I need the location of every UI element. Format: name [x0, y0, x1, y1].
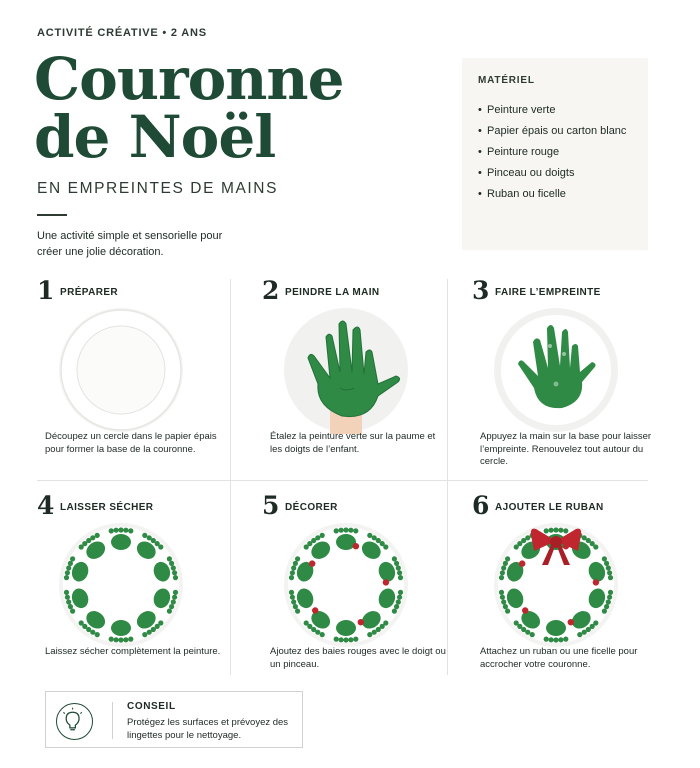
title-divider [37, 214, 67, 216]
finger-mark [558, 637, 563, 642]
handprint-mark [111, 534, 131, 550]
material-item: • Papier épais ou carton blanc [478, 123, 632, 139]
handprint-mark [336, 534, 356, 550]
finger-mark [289, 590, 294, 595]
tip-text: Protégez les surfaces et prévoyez des lingettes pour le nettoyage. [127, 717, 289, 741]
finger-mark [604, 604, 609, 609]
step-number: 3 [472, 276, 490, 305]
finger-mark [530, 632, 535, 637]
finger-mark [544, 637, 549, 642]
berry-mark [568, 619, 574, 625]
finger-mark [167, 556, 172, 561]
finger-mark [66, 599, 71, 604]
page-title [34, 45, 344, 171]
finger-mark [500, 570, 505, 575]
wreath-with-bow-illustration [490, 521, 622, 649]
activity-kicker: ACTIVITÉ CRÉATIVE • 2 ANS [37, 27, 207, 39]
step-description: Appuyez la main sur la base pour laisser l’empreinte. Renouvelez tout autour du cercle. [480, 431, 652, 467]
step-description: Ajoutez des baies rouges avec le doigt ou un pinceau. [270, 646, 446, 670]
material-item: • Ruban ou ficelle [478, 186, 632, 202]
finger-mark [68, 604, 73, 609]
step-2 [262, 276, 467, 490]
finger-mark [172, 570, 177, 575]
finger-mark [499, 575, 504, 580]
intro-text: Une activité simple et sensorielle pour créer une jolie décoration. [37, 230, 223, 258]
finger-mark [582, 630, 587, 635]
finger-mark [128, 637, 133, 642]
step-number: 6 [472, 491, 490, 520]
finger-mark [367, 632, 372, 637]
finger-mark [123, 528, 128, 533]
finger-mark [397, 570, 402, 575]
page-subtitle: EN EMPREINTES DE MAINS [37, 180, 279, 197]
finger-mark [593, 544, 598, 549]
finger-mark [343, 527, 348, 532]
finger-mark [68, 561, 73, 566]
handprint-on-paper-illustration [490, 306, 622, 434]
finger-mark [577, 632, 582, 637]
tip-divider [112, 702, 113, 739]
finger-mark [167, 609, 172, 614]
finger-mark [503, 604, 508, 609]
finger-mark [293, 561, 298, 566]
lightbulb-icon [56, 703, 93, 740]
handprint-mark [336, 620, 356, 636]
finger-mark [339, 637, 344, 642]
step-title: LAISSER SÉCHER [60, 502, 154, 513]
step-title: DÉCORER [285, 502, 338, 513]
finger-mark [114, 637, 119, 642]
finger-mark [608, 590, 613, 595]
finger-mark [602, 609, 607, 614]
finger-mark [290, 570, 295, 575]
tip-label: CONSEIL [127, 701, 176, 712]
finger-mark [500, 595, 505, 600]
finger-mark [169, 561, 174, 566]
finger-mark [525, 535, 530, 540]
finger-mark [142, 632, 147, 637]
step-4 [37, 491, 242, 705]
finger-mark [397, 595, 402, 600]
finger-mark [66, 565, 71, 570]
finger-mark [563, 528, 568, 533]
finger-mark [142, 533, 147, 538]
finger-mark [295, 556, 300, 561]
berry-mark [522, 607, 528, 613]
title-line-2: de Noël [34, 103, 276, 171]
finger-mark [293, 604, 298, 609]
finger-mark [291, 599, 296, 604]
step-number: 1 [37, 276, 55, 305]
handprint-mark [546, 620, 566, 636]
painted-hand-illustration [280, 306, 412, 434]
step-description: Découpez un cercle dans le papier épais pour former la base de la couronne. [45, 431, 217, 455]
finger-mark [118, 637, 123, 642]
finger-mark [396, 565, 401, 570]
materials-panel [462, 58, 648, 250]
finger-mark [65, 570, 70, 575]
finger-mark [602, 556, 607, 561]
finger-mark [147, 630, 152, 635]
finger-mark [553, 527, 558, 532]
berry-mark [353, 543, 359, 549]
finger-mark [604, 561, 609, 566]
finger-mark [109, 637, 114, 642]
step-5 [262, 491, 467, 705]
tip-box [45, 691, 303, 748]
step-description: Attachez un ruban ou une ficelle pour accrocher votre couronne. [480, 646, 638, 670]
finger-mark [501, 565, 506, 570]
berry-mark [383, 579, 389, 585]
finger-mark [367, 533, 372, 538]
finger-mark [171, 565, 176, 570]
finger-mark [173, 575, 178, 580]
finger-mark [79, 620, 84, 625]
finger-mark [171, 599, 176, 604]
finger-mark [553, 637, 558, 642]
finger-mark [392, 609, 397, 614]
finger-mark [608, 575, 613, 580]
berry-mark [358, 619, 364, 625]
finger-mark [158, 544, 163, 549]
finger-mark [563, 637, 568, 642]
finger-mark [65, 595, 70, 600]
finger-mark [339, 528, 344, 533]
finger-mark [348, 637, 353, 642]
step-title: PRÉPARER [60, 287, 119, 298]
materials-list [478, 102, 632, 202]
finger-mark [95, 632, 100, 637]
finger-mark [392, 556, 397, 561]
step-title: FAIRE L’EMPREINTE [495, 287, 601, 298]
green-wreath-illustration [55, 521, 187, 649]
finger-mark [353, 528, 358, 533]
finger-mark [64, 590, 69, 595]
finger-mark [128, 528, 133, 533]
step-number: 5 [262, 491, 280, 520]
handprint-mark [111, 620, 131, 636]
finger-mark [114, 528, 119, 533]
step-number: 2 [262, 276, 280, 305]
berry-mark [312, 607, 318, 613]
finger-mark [372, 630, 377, 635]
finger-mark [606, 599, 611, 604]
wreath-with-berries-illustration [280, 521, 412, 649]
step-6 [472, 491, 677, 705]
finger-mark [514, 620, 519, 625]
finger-mark [606, 565, 611, 570]
berry-mark [593, 579, 599, 585]
finger-mark [169, 604, 174, 609]
finger-mark [109, 528, 114, 533]
finger-mark [505, 556, 510, 561]
finger-mark [549, 637, 554, 642]
finger-mark [304, 620, 309, 625]
berry-mark [309, 560, 315, 566]
finger-mark [343, 637, 348, 642]
finger-mark [499, 590, 504, 595]
finger-mark [64, 575, 69, 580]
step-description: Étalez la peinture verte sur la paume et les doigts de l’enfant. [270, 431, 436, 455]
material-item: • Pinceau ou doigts [478, 165, 632, 181]
finger-mark [398, 590, 403, 595]
title-line-1: Couronne [34, 45, 344, 113]
finger-mark [320, 533, 325, 538]
finger-mark [503, 561, 508, 566]
finger-mark [290, 595, 295, 600]
step-title: PEINDRE LA MAIN [285, 287, 380, 298]
step-description: Laissez sécher complètement la peinture. [45, 646, 221, 657]
finger-mark [289, 575, 294, 580]
finger-mark [607, 570, 612, 575]
finger-mark [353, 637, 358, 642]
finger-mark [334, 528, 339, 533]
finger-mark [70, 609, 75, 614]
berry-mark [519, 560, 525, 566]
finger-mark [398, 575, 403, 580]
finger-mark [549, 528, 554, 533]
finger-mark [544, 528, 549, 533]
finger-mark [291, 565, 296, 570]
step-title: AJOUTER LE RUBAN [495, 502, 604, 513]
finger-mark [501, 599, 506, 604]
materials-heading: MATÉRIEL [478, 75, 535, 86]
step-number: 4 [37, 491, 55, 520]
material-item: • Peinture rouge [478, 144, 632, 160]
finger-mark [383, 544, 388, 549]
step-1 [37, 276, 242, 490]
finger-mark [95, 533, 100, 538]
finger-mark [396, 599, 401, 604]
finger-mark [315, 535, 320, 540]
finger-mark [70, 556, 75, 561]
finger-mark [607, 595, 612, 600]
finger-mark [505, 609, 510, 614]
finger-mark [172, 595, 177, 600]
finger-mark [118, 527, 123, 532]
finger-mark [295, 609, 300, 614]
finger-mark [394, 604, 399, 609]
finger-mark [320, 632, 325, 637]
finger-mark [334, 637, 339, 642]
finger-mark [173, 590, 178, 595]
step-3 [472, 276, 677, 490]
finger-mark [123, 637, 128, 642]
finger-mark [558, 528, 563, 533]
material-item: • Peinture verte [478, 102, 632, 118]
finger-mark [90, 535, 95, 540]
finger-mark [348, 528, 353, 533]
paper-circle-illustration [55, 306, 187, 434]
finger-mark [394, 561, 399, 566]
